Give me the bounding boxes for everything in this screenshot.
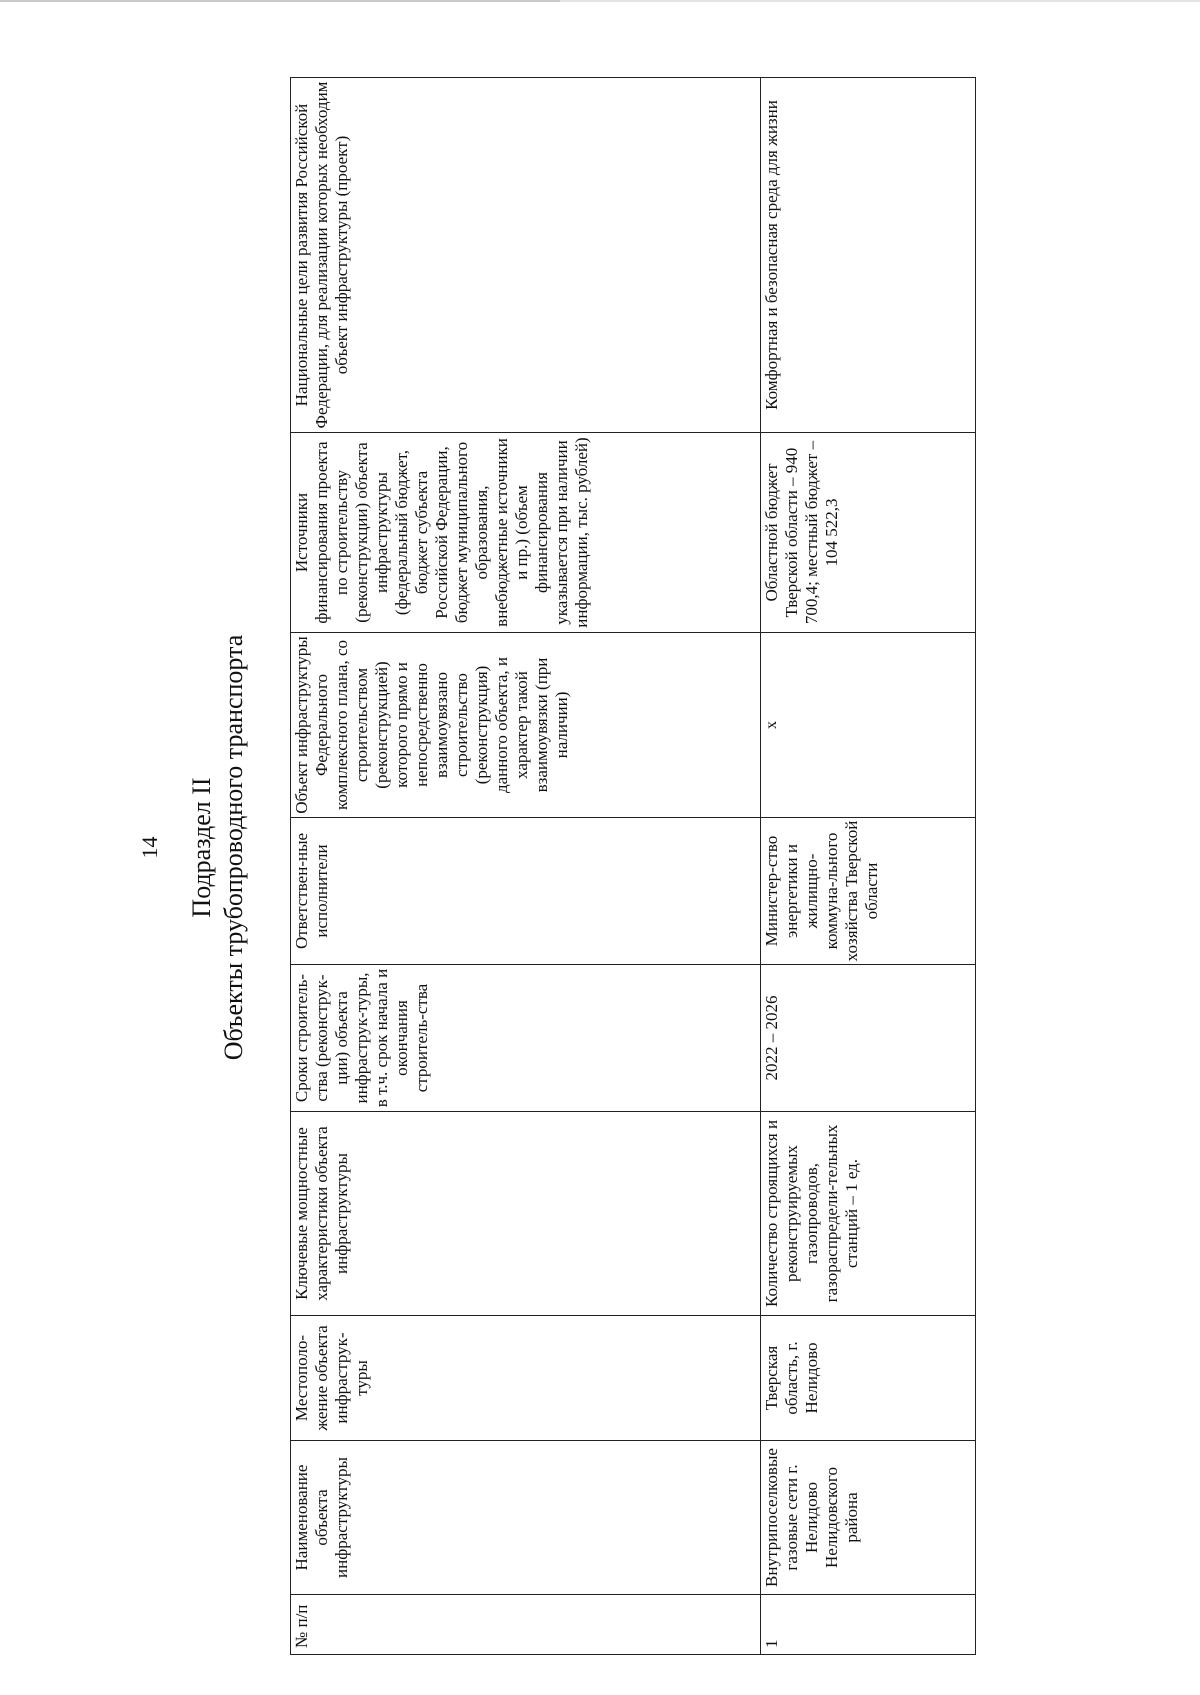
cell-num: 1 bbox=[761, 1595, 976, 1655]
table-row bbox=[761, 78, 976, 1655]
cell-related: х bbox=[761, 633, 976, 818]
header-terms: Сроки строитель-ства (реконструк-ции) объекта инфраструк-туры, в т.ч. срок начала и окончания строитель-ства bbox=[291, 965, 761, 1112]
section-heading bbox=[186, 0, 250, 1695]
infrastructure-table bbox=[290, 77, 976, 1655]
subsection-title: Подраздел II bbox=[187, 777, 216, 918]
cell-name: Внутрипоселковые газовые сети г. Нелидово Нелидовского района bbox=[761, 1441, 976, 1595]
header-related: Объект инфраструктуры Федерального комплексного плана, со строительством (реконструкцией) которого прямо и непосредственно взаимоувязано строительство (реконструкция) данного объекта, и характер такой взаимоувязки (при наличии) bbox=[291, 633, 761, 818]
header-capacity: Ключевые мощностные характеристики объекта инфраструктуры bbox=[291, 1112, 761, 1316]
header-financing: Источники финансирования проекта по строительству (реконструкции) объекта инфраструктуры (федеральный бюджет, бюджет субъекта Российской Федерации, бюджет муниципального образования, внебюджетные источники и пр.) (объем финансирования указывается при наличии информации, тыс. рублей) bbox=[291, 433, 761, 633]
table-header-row bbox=[291, 78, 761, 1655]
header-name: Наименование объекта инфраструктуры bbox=[291, 1441, 761, 1595]
cell-location: Тверская область, г. Нелидово bbox=[761, 1316, 976, 1441]
section-title: Объекты трубопроводного транспорта bbox=[219, 634, 248, 1061]
cell-financing: Областной бюджет Тверской области – 940 700,4; местный бюджет – 104 522,3 bbox=[761, 433, 976, 633]
header-goals: Национальные цели развития Российской Федерации, для реализации которых необходим объект инфраструктуры (проект) bbox=[291, 78, 761, 433]
page-number: 14 bbox=[137, 836, 162, 859]
header-num: № п/п bbox=[291, 1595, 761, 1655]
cell-executors: Министер-ство энергетики и жилищно-коммуна-льного хозяйства Тверской области bbox=[761, 818, 976, 965]
cell-capacity: Количество строящихся и реконструируемых газопроводов, газораспредели-тельных станций – 1 ед. bbox=[761, 1112, 976, 1316]
header-executors: Ответствен-ные исполнители bbox=[291, 818, 761, 965]
header-location: Местополо-жение объекта инфраструк-туры bbox=[291, 1316, 761, 1441]
cell-terms: 2022 – 2026 bbox=[761, 965, 976, 1112]
cell-goals: Комфортная и безопасная среда для жизни bbox=[761, 78, 976, 433]
